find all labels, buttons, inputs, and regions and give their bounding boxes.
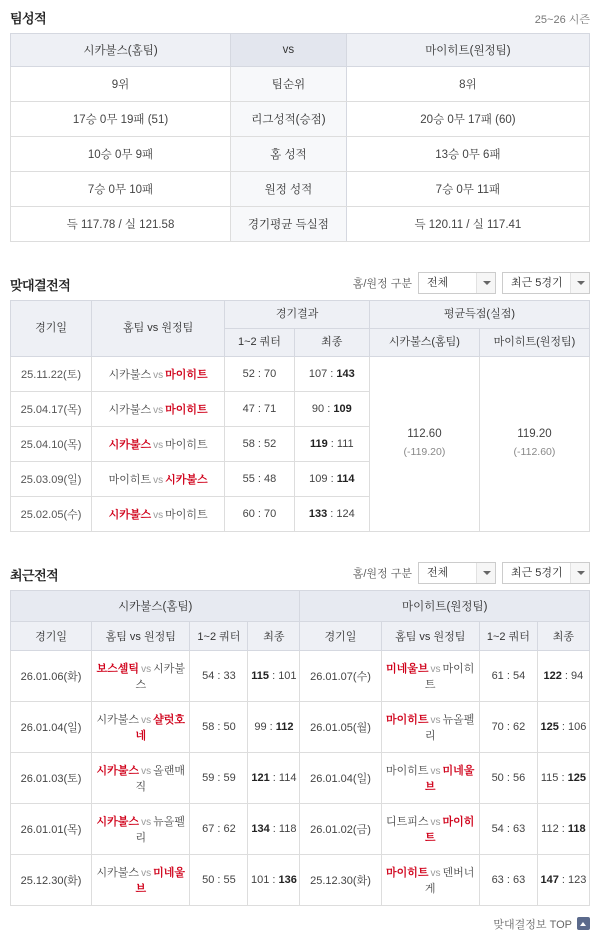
vs-label: vs <box>153 439 164 451</box>
match-matchup <box>381 803 479 854</box>
home-team: 시카불스 <box>96 866 140 879</box>
header-final: 최종 <box>294 328 369 356</box>
match-date: 26.01.02(금) <box>300 803 381 854</box>
vs-label: vs <box>430 816 441 828</box>
quarter-score: 54 : 63 <box>479 803 537 854</box>
row-label: 홈 성적 <box>231 137 347 172</box>
home-team: 시카불스 <box>108 403 152 416</box>
home-value: 득 117.78 / 실 121.58 <box>11 207 231 242</box>
h2h-scope-value: 전체 <box>427 277 449 289</box>
final-right: 123 <box>568 873 587 886</box>
match-matchup <box>92 854 190 905</box>
final-right: 112 <box>275 720 294 733</box>
quarter-score: 54 : 33 <box>190 650 248 701</box>
away-team: 마이히트 <box>165 403 208 416</box>
table-row <box>11 803 590 854</box>
match-matchup <box>381 854 479 905</box>
header-date: 경기일 <box>11 301 92 357</box>
final-left: 109 <box>309 472 328 485</box>
final-score: 147 : 123 <box>537 854 589 905</box>
header-quarter-right: 1~2 쿼터 <box>479 621 537 650</box>
match-matchup <box>92 496 225 531</box>
home-team: 마이히트 <box>386 866 429 879</box>
final-right: 125 <box>567 771 586 784</box>
final-right: 101 <box>278 669 297 682</box>
quarter-score: 47 : 71 <box>225 391 294 426</box>
header-final-right: 최종 <box>537 621 589 650</box>
home-team: 마이히트 <box>386 764 429 777</box>
recent-filters <box>353 562 590 584</box>
home-value: 10승 0무 9패 <box>11 137 231 172</box>
row-label: 리그성적(승점) <box>231 102 347 137</box>
quarter-score: 52 : 70 <box>225 356 294 391</box>
away-value: 득 120.11 / 실 117.41 <box>346 207 589 242</box>
match-date: 25.04.10(목) <box>11 426 92 461</box>
header-team-right: 마이히트(원정팀) <box>300 590 590 621</box>
final-left: 133 <box>308 507 328 520</box>
vs-label: vs <box>430 663 441 675</box>
row-label: 경기평균 득실점 <box>231 207 347 242</box>
quarter-score: 58 : 52 <box>225 426 294 461</box>
final-score: 121 : 114 <box>248 752 300 803</box>
h2h-header <box>10 264 590 300</box>
vs-label: vs <box>153 509 164 521</box>
header-avg-score: 평균득점(실점) <box>369 301 589 329</box>
match-matchup <box>92 701 190 752</box>
away-team: 샬럿호네 <box>135 713 185 742</box>
recent-table <box>10 590 590 906</box>
header-away-team: 마이히트(원정팀) <box>346 34 589 67</box>
header-avg-home: 시카불스(홈팀) <box>369 328 479 356</box>
home-team: 보스셀틱 <box>96 662 140 675</box>
final-left: 107 <box>308 367 328 380</box>
vs-label: vs <box>141 816 152 828</box>
final-left: 115 <box>540 771 559 784</box>
final-left: 125 <box>540 720 559 733</box>
final-score: 99 : 112 <box>248 701 300 752</box>
match-matchup <box>381 752 479 803</box>
h2h-range-value: 최근 5경기 <box>511 277 563 289</box>
quarter-score: 67 : 62 <box>190 803 248 854</box>
table-header-row <box>11 34 590 67</box>
match-matchup <box>92 803 190 854</box>
back-to-top-label[interactable]: 맞대결정보 TOP <box>493 918 572 931</box>
header-quarter: 1~2 쿼터 <box>225 328 294 356</box>
home-team: 시카불스 <box>96 713 140 726</box>
match-date: 26.01.03(토) <box>11 752 92 803</box>
header-date-left: 경기일 <box>11 621 92 650</box>
team-stats-title: 팀성적 <box>10 11 47 26</box>
match-date: 26.01.06(화) <box>11 650 92 701</box>
away-value: 13승 0무 6패 <box>346 137 589 172</box>
away-team: 마이히트 <box>165 438 208 451</box>
quarter-score: 61 : 54 <box>479 650 537 701</box>
home-team: 시카불스 <box>96 764 140 777</box>
avg-home-sub: (-119.20) <box>403 445 446 458</box>
away-team: 올랜매직 <box>135 764 185 793</box>
match-matchup <box>92 752 190 803</box>
vs-label: vs <box>141 867 152 879</box>
avg-home-value: 112.60 <box>407 428 442 441</box>
quarter-score: 59 : 59 <box>190 752 248 803</box>
home-value: 17승 0무 19패 (51) <box>11 102 231 137</box>
quarter-score: 63 : 63 <box>479 854 537 905</box>
avg-away-sub: (-112.60) <box>513 445 556 458</box>
final-score: 125 : 106 <box>537 701 589 752</box>
final-left: 122 <box>543 669 562 682</box>
header-team-left: 시카불스(홈팀) <box>11 590 300 621</box>
chevron-down-icon <box>570 563 589 583</box>
home-team: 시카불스 <box>96 815 140 828</box>
match-matchup <box>92 461 225 496</box>
arrow-up-icon[interactable] <box>577 917 590 930</box>
avg-home-cell <box>369 356 479 531</box>
away-team: 시카불스 <box>135 662 185 691</box>
vs-label: vs <box>141 663 152 675</box>
table-row <box>11 137 590 172</box>
team-stats-header <box>10 0 590 33</box>
home-team: 미네울브 <box>386 662 429 675</box>
recent-title: 최근전적 <box>10 567 59 583</box>
match-matchup <box>92 391 225 426</box>
vs-label: vs <box>141 765 152 777</box>
recent-scope-select[interactable] <box>418 562 496 584</box>
h2h-title: 맞대결전적 <box>10 278 71 293</box>
final-right: 106 <box>568 720 587 733</box>
header-home-team: 시카불스(홈팀) <box>11 34 231 67</box>
header-date-right: 경기일 <box>300 621 381 650</box>
table-row <box>11 701 590 752</box>
away-value: 8위 <box>346 67 589 102</box>
h2h-scope-select[interactable] <box>418 272 496 294</box>
table-header-row <box>11 621 590 650</box>
final-right: 114 <box>336 472 355 485</box>
vs-label: vs <box>153 369 164 381</box>
header-vs: vs <box>231 34 347 67</box>
final-score: 134 : 118 <box>248 803 300 854</box>
final-score: 115 : 125 <box>537 752 589 803</box>
home-team: 마이히트 <box>386 713 429 726</box>
away-value: 7승 0무 11패 <box>346 172 589 207</box>
quarter-score: 58 : 50 <box>190 701 248 752</box>
footer <box>10 906 590 940</box>
recent-header <box>10 554 590 590</box>
match-matchup <box>381 650 479 701</box>
table-header-row <box>11 301 590 329</box>
table-row <box>11 67 590 102</box>
quarter-score: 55 : 48 <box>225 461 294 496</box>
home-team: 마이히트 <box>108 473 152 486</box>
match-matchup <box>92 426 225 461</box>
home-team: 시카불스 <box>108 438 152 451</box>
table-row <box>11 102 590 137</box>
match-date: 26.01.04(일) <box>11 701 92 752</box>
final-right: 143 <box>336 367 355 380</box>
away-team: 마이히트 <box>424 815 475 844</box>
final-right: 124 <box>336 507 355 520</box>
match-matchup <box>381 701 479 752</box>
match-matchup <box>92 356 225 391</box>
final-right: 118 <box>567 822 586 835</box>
vs-label: vs <box>153 404 164 416</box>
recent-range-value: 최근 5경기 <box>511 566 563 579</box>
final-score: 112 : 118 <box>537 803 589 854</box>
away-team: 마이히트 <box>165 368 208 381</box>
final-left: 99 <box>254 720 267 733</box>
vs-label: vs <box>430 714 441 726</box>
h2h-filters <box>353 272 590 294</box>
away-team: 미네울브 <box>135 866 185 895</box>
row-label: 팀순위 <box>231 67 347 102</box>
final-right: 118 <box>278 822 297 835</box>
match-date: 26.01.05(월) <box>300 701 381 752</box>
h2h-table <box>10 300 590 532</box>
away-value: 20승 0무 17패 (60) <box>346 102 589 137</box>
home-value: 9위 <box>11 67 231 102</box>
final-score: 119 : 111 <box>294 426 369 461</box>
away-team: 시카불스 <box>165 473 208 486</box>
away-team: 미네울브 <box>424 764 475 793</box>
final-left: 115 <box>251 669 270 682</box>
final-score: 122 : 94 <box>537 650 589 701</box>
vs-label: vs <box>430 765 441 777</box>
match-date: 25.02.05(수) <box>11 496 92 531</box>
h2h-range-select[interactable] <box>502 272 590 294</box>
final-left: 101 <box>250 873 270 886</box>
quarter-score: 50 : 56 <box>479 752 537 803</box>
final-right: 94 <box>571 669 584 682</box>
final-right: 109 <box>333 402 352 415</box>
h2h-filter-label: 홈/원정 구분 <box>352 278 412 290</box>
avg-away-cell <box>479 356 589 531</box>
table-row <box>11 854 590 905</box>
quarter-score: 50 : 55 <box>190 854 248 905</box>
table-row <box>11 356 590 391</box>
table-row <box>11 752 590 803</box>
avg-away-value: 119.20 <box>517 428 552 441</box>
final-left: 112 <box>541 822 559 835</box>
vs-label: vs <box>430 867 441 879</box>
final-right: 114 <box>278 771 297 784</box>
header-matchup: 홈팀 vs 원정팀 <box>92 301 225 357</box>
away-team: 마이히트 <box>165 508 208 521</box>
home-team: 시카불스 <box>108 368 152 381</box>
header-matchup-left: 홈팀 vs 원정팀 <box>92 621 190 650</box>
final-left: 119 <box>309 437 328 450</box>
header-matchup-right: 홈팀 vs 원정팀 <box>381 621 479 650</box>
chevron-down-icon <box>476 563 495 583</box>
header-avg-away: 마이히트(원정팀) <box>479 328 589 356</box>
match-date: 25.11.22(토) <box>11 356 92 391</box>
match-date: 25.04.17(목) <box>11 391 92 426</box>
final-score: 107 : 143 <box>294 356 369 391</box>
final-score: 109 : 114 <box>294 461 369 496</box>
team-stats-table <box>10 33 590 242</box>
final-right: 111 <box>336 437 354 450</box>
home-team: 시카불스 <box>108 508 152 521</box>
home-value: 7승 0무 10패 <box>11 172 231 207</box>
recent-filter-label: 홈/원정 구분 <box>352 567 412 580</box>
match-date: 25.03.09(일) <box>11 461 92 496</box>
header-quarter-left: 1~2 쿼터 <box>190 621 248 650</box>
final-left: 134 <box>251 822 270 835</box>
away-team: 마이히트 <box>424 662 475 691</box>
vs-label: vs <box>141 714 152 726</box>
match-date: 25.12.30(화) <box>11 854 92 905</box>
final-left: 90 <box>311 402 325 415</box>
final-score: 90 : 109 <box>294 391 369 426</box>
final-score: 133 : 124 <box>294 496 369 531</box>
recent-range-select[interactable] <box>502 562 590 584</box>
vs-label: vs <box>153 474 164 486</box>
header-result: 경기결과 <box>225 301 370 329</box>
header-final-left: 최종 <box>248 621 300 650</box>
final-right: 136 <box>278 873 297 886</box>
match-date: 25.12.30(화) <box>300 854 381 905</box>
away-team: 뉴올펠리 <box>135 815 185 844</box>
home-team: 디트피스 <box>386 815 429 828</box>
table-row <box>11 172 590 207</box>
match-date: 26.01.01(목) <box>11 803 92 854</box>
chevron-down-icon <box>476 273 495 293</box>
quarter-score: 70 : 62 <box>479 701 537 752</box>
table-header-row <box>11 590 590 621</box>
quarter-score: 60 : 70 <box>225 496 294 531</box>
table-row <box>11 207 590 242</box>
away-team: 덴버너게 <box>424 866 475 895</box>
match-date: 26.01.07(수) <box>300 650 381 701</box>
row-label: 원정 성적 <box>231 172 347 207</box>
final-left: 121 <box>251 771 270 784</box>
match-matchup <box>92 650 190 701</box>
final-left: 147 <box>540 873 559 886</box>
match-date: 26.01.04(일) <box>300 752 381 803</box>
final-score: 101 : 136 <box>248 854 300 905</box>
season-note: 25~26 시즌 <box>534 14 590 26</box>
recent-scope-value: 전체 <box>427 566 449 579</box>
table-row <box>11 650 590 701</box>
final-score: 115 : 101 <box>248 650 300 701</box>
chevron-down-icon <box>570 273 589 293</box>
away-team: 뉴올펠리 <box>424 713 475 742</box>
